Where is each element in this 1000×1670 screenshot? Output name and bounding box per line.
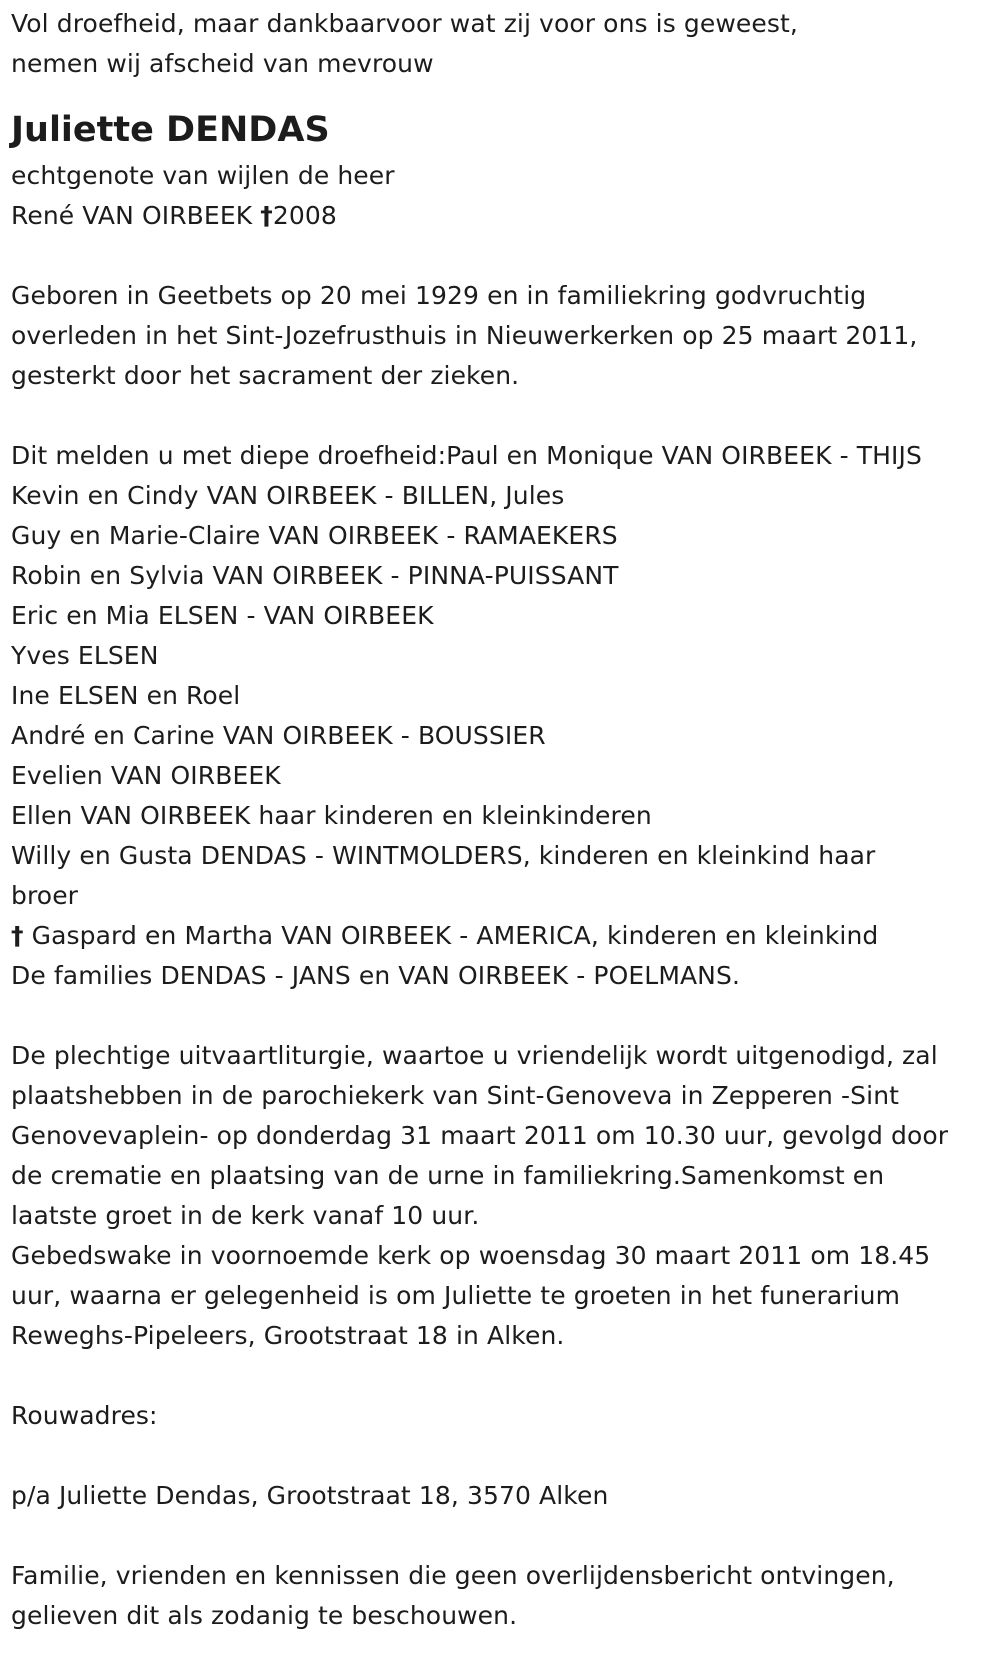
family-line: Yves ELSEN [11, 641, 159, 670]
spacer [11, 1436, 1000, 1476]
family-line: Robin en Sylvia VAN OIRBEEK - PINNA-PUISSANT [11, 561, 619, 590]
paragraph-line: Gebedswake in voornoemde kerk op woensdag 30 maart 2011 om 18.45 [11, 1241, 931, 1270]
birth-death-paragraph [11, 276, 1000, 396]
family-line: Guy en Marie-Claire VAN OIRBEEK - RAMAEKERS [11, 521, 618, 550]
spouse-name-line [11, 196, 1000, 236]
spouse-name: René VAN OIRBEEK [11, 201, 261, 230]
intro-line: Vol droefheid, maar dankbaarvoor wat zij voor ons is geweest, [11, 9, 798, 38]
spacer [11, 236, 1000, 276]
paragraph-line: de crematie en plaatsing van de urne in familiekring.Samenkomst en [11, 1161, 885, 1190]
paragraph-line: laatste groet in de kerk vanaf 10 uur. [11, 1201, 480, 1230]
family-line: André en Carine VAN OIRBEEK - BOUSSIER [11, 721, 546, 750]
paragraph-line: overleden in het Sint-Jozefrusthuis in Nieuwerkerken op 25 maart 2011, [11, 321, 918, 350]
spouse-line: echtgenote van wijlen de heer [11, 161, 395, 190]
paragraph-line: Geboren in Geetbets op 20 mei 1929 en in familiekring godvruchtig [11, 281, 867, 310]
paragraph-line: uur, waarna er gelegenheid is om Juliette te groeten in het funerarium [11, 1281, 901, 1310]
intro-line: nemen wij afscheid van mevrouw [11, 49, 434, 78]
deceased-name: Juliette DENDAS [11, 110, 330, 150]
cross-icon: † [11, 921, 24, 950]
family-list [11, 436, 1000, 996]
cross-icon: † [260, 201, 273, 230]
closing-paragraph [11, 1556, 1000, 1636]
paragraph-line: De plechtige uitvaartliturgie, waartoe u vriendelijk wordt uitgenodigd, zal [11, 1041, 938, 1070]
spacer [11, 84, 1000, 102]
family-line: Kevin en Cindy VAN OIRBEEK - BILLEN, Jules [11, 481, 565, 510]
paragraph-line: Reweghs-Pipeleers, Grootstraat 18 in Alken. [11, 1321, 565, 1350]
paragraph-line: Genovevaplein- op donderdag 31 maart 2011 om 10.30 uur, gevolgd door [11, 1121, 949, 1150]
family-line-text: Gaspard en Martha VAN OIRBEEK - AMERICA, kinderen en kleinkind [23, 921, 879, 950]
paragraph-line: plaatshebben in de parochiekerk van Sint-Genoveva in Zepperen -Sint [11, 1081, 900, 1110]
mourning-address: p/a Juliette Dendas, Grootstraat 18, 3570 Alken [11, 1481, 609, 1510]
funeral-paragraph [11, 1036, 1000, 1356]
family-line-deceased [11, 916, 1000, 956]
paragraph-line: gelieven dit als zodanig te beschouwen. [11, 1601, 518, 1630]
spouse-death-year: 2008 [272, 201, 337, 230]
family-line: Evelien VAN OIRBEEK [11, 761, 281, 790]
address-label: Rouwadres: [11, 1401, 158, 1430]
family-line: broer [11, 881, 79, 910]
family-line: Ellen VAN OIRBEEK haar kinderen en kleinkinderen [11, 801, 652, 830]
family-line: De families DENDAS - JANS en VAN OIRBEEK - POELMANS. [11, 961, 741, 990]
paragraph-line: gesterkt door het sacrament der zieken. [11, 361, 520, 390]
family-line: Willy en Gusta DENDAS - WINTMOLDERS, kinderen en kleinkind haar [11, 841, 876, 870]
family-line: Ine ELSEN en Roel [11, 681, 241, 710]
spacer [11, 396, 1000, 436]
spouse-info [11, 156, 1000, 236]
spacer [11, 1356, 1000, 1396]
spacer [11, 1516, 1000, 1556]
family-line: Dit melden u met diepe droefheid:Paul en Monique VAN OIRBEEK - THIJS [11, 441, 922, 470]
family-line: Eric en Mia ELSEN - VAN OIRBEEK [11, 601, 434, 630]
paragraph-line: Familie, vrienden en kennissen die geen overlijdensbericht ontvingen, [11, 1561, 895, 1590]
spacer [11, 996, 1000, 1036]
intro-text [11, 4, 1000, 84]
